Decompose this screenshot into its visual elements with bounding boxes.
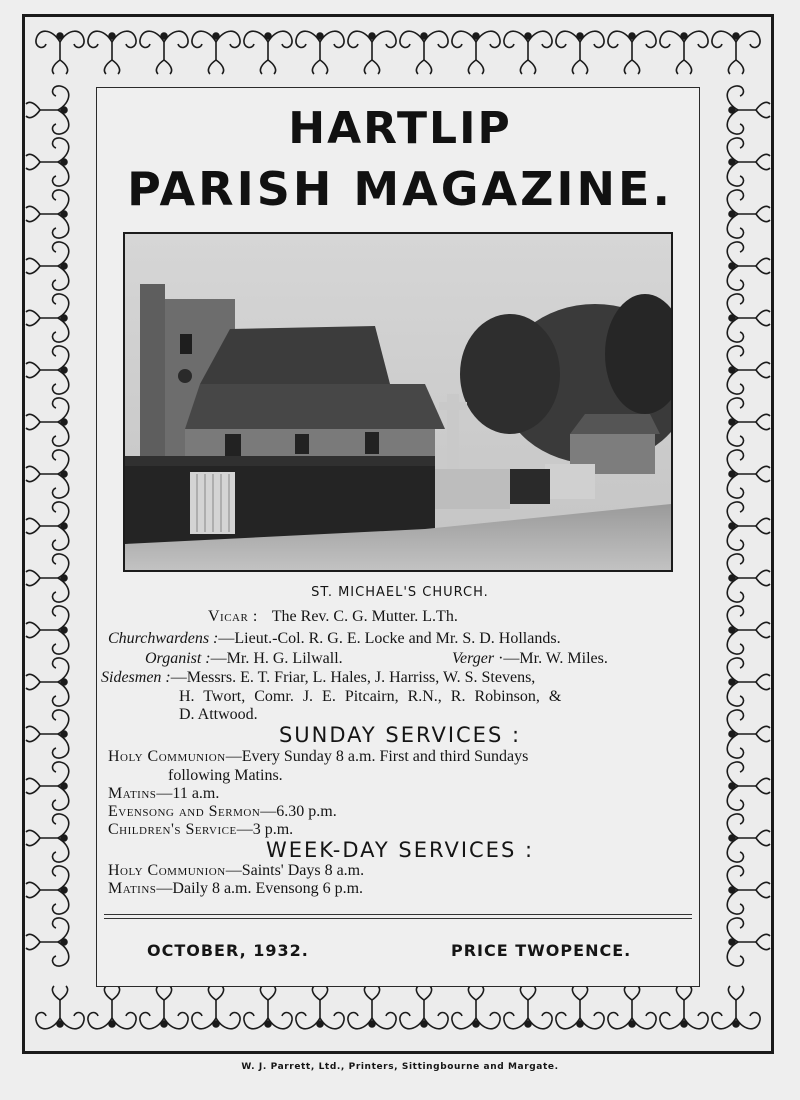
sidesmen-line1: —Messrs. E. T. Friar, L. Hales, J. Harriss, W. S. Stevens, xyxy=(170,669,536,686)
floral-motif xyxy=(504,986,552,1029)
floral-motif xyxy=(296,986,344,1029)
floral-motif xyxy=(26,450,69,498)
floral-motif xyxy=(727,450,770,498)
floral-motif xyxy=(26,242,69,290)
sunday-childrens-line xyxy=(108,821,293,839)
floral-motif xyxy=(452,986,500,1029)
floral-motif xyxy=(192,31,240,74)
church-photo xyxy=(123,232,673,572)
organist-line xyxy=(145,650,343,668)
sunday-holy-communion-cont: following Matins. xyxy=(168,767,283,784)
sunday-matins-value: —11 a.m. xyxy=(156,785,220,802)
floral-motif xyxy=(88,986,136,1029)
floral-motif xyxy=(26,658,69,706)
floral-motif xyxy=(36,986,84,1029)
floral-motif xyxy=(727,398,770,446)
floral-motif xyxy=(452,31,500,74)
sunday-evensong-line xyxy=(108,803,337,821)
churchwardens-line xyxy=(108,630,561,648)
floral-motif xyxy=(88,31,136,74)
floral-motif xyxy=(26,346,69,394)
divider-rule-2 xyxy=(104,918,692,919)
sunday-evensong-label: Evensong and Sermon xyxy=(108,803,261,820)
weekday-services-heading: WEEK-DAY SERVICES : xyxy=(265,838,535,862)
floral-motif xyxy=(26,866,69,914)
price: PRICE TWOPENCE. xyxy=(451,941,632,960)
floral-motif xyxy=(140,31,188,74)
weekday-matins-line xyxy=(108,880,363,898)
floral-motif xyxy=(727,502,770,550)
weekday-holy-communion-value: —Saints' Days 8 a.m. xyxy=(225,862,365,879)
floral-motif xyxy=(26,606,69,654)
floral-motif xyxy=(727,346,770,394)
floral-motif xyxy=(244,31,292,74)
floral-motif xyxy=(727,242,770,290)
weekday-matins-value: —Daily 8 a.m. Evensong 6 p.m. xyxy=(156,880,364,897)
churchwardens-value: —Lieut.-Col. R. G. E. Locke and Mr. S. D. Hollands. xyxy=(218,630,561,647)
floral-motif xyxy=(26,918,69,966)
sunday-holy-communion-line xyxy=(108,748,528,766)
weekday-holy-communion-line xyxy=(108,862,364,880)
floral-motif xyxy=(192,986,240,1029)
floral-motif xyxy=(556,986,604,1029)
floral-motif xyxy=(660,31,708,74)
floral-motif xyxy=(26,294,69,342)
vicar-value: The Rev. C. G. Mutter. L.Th. xyxy=(271,608,458,625)
floral-motif xyxy=(727,918,770,966)
floral-motif xyxy=(26,762,69,810)
verger-label: Verger xyxy=(452,650,495,667)
sunday-holy-communion-value: —Every Sunday 8 a.m. First and third Sundays xyxy=(225,748,529,765)
floral-motif xyxy=(556,31,604,74)
sidesmen-line3: D. Attwood. xyxy=(179,706,258,723)
weekday-holy-communion-label: Holy Communion xyxy=(108,862,226,879)
floral-motif xyxy=(140,986,188,1029)
sunday-childrens-value: —3 p.m. xyxy=(236,821,294,838)
floral-motif xyxy=(727,658,770,706)
floral-motif xyxy=(296,31,344,74)
floral-motif xyxy=(348,986,396,1029)
sunday-childrens-label: Children's Service xyxy=(108,821,237,838)
printer-imprint: W. J. Parrett, Ltd., Printers, Sittingbourne and Margate. xyxy=(241,1062,559,1072)
floral-motif xyxy=(400,31,448,74)
verger-value: ·—Mr. W. Miles. xyxy=(498,650,608,667)
issue-date: OCTOBER, 1932. xyxy=(147,941,309,960)
vicar-line xyxy=(208,608,458,626)
sunday-matins-label: Matins xyxy=(108,785,157,802)
floral-motif xyxy=(608,31,656,74)
magazine-title-line2: PARISH MAGAZINE. xyxy=(127,162,673,216)
weekday-matins-label: Matins xyxy=(108,880,157,897)
floral-motif xyxy=(727,294,770,342)
divider-rule xyxy=(104,914,692,915)
floral-motif xyxy=(727,606,770,654)
floral-motif xyxy=(608,986,656,1029)
floral-motif xyxy=(504,31,552,74)
sunday-matins-line xyxy=(108,785,219,803)
vicar-label: Vicar : xyxy=(208,608,258,625)
photo-caption: ST. MICHAEL'S CHURCH. xyxy=(311,585,489,600)
floral-motif xyxy=(712,31,760,74)
floral-motif xyxy=(26,398,69,446)
floral-motif xyxy=(660,986,708,1029)
sidesmen-line xyxy=(101,669,535,687)
floral-motif xyxy=(400,986,448,1029)
floral-motif xyxy=(727,866,770,914)
sidesmen-line2: H. Twort, Comr. J. E. Pitcairn, R.N., R. Robinson, & xyxy=(179,688,562,705)
sunday-evensong-value: —6.30 p.m. xyxy=(260,803,337,820)
sidesmen-label: Sidesmen : xyxy=(101,669,171,686)
floral-motif xyxy=(244,986,292,1029)
churchwardens-label: Churchwardens : xyxy=(108,630,219,647)
organist-value: —Mr. H. G. Lilwall. xyxy=(210,650,343,667)
magazine-title-line1: HARTLIP xyxy=(288,103,512,154)
sunday-services-heading: SUNDAY SERVICES : xyxy=(278,723,522,747)
floral-motif xyxy=(712,986,760,1029)
floral-motif xyxy=(727,762,770,810)
verger-line xyxy=(452,650,608,668)
sunday-holy-communion-label: Holy Communion xyxy=(108,748,226,765)
floral-motif xyxy=(26,502,69,550)
floral-motif xyxy=(36,31,84,74)
floral-motif xyxy=(348,31,396,74)
organist-label: Organist : xyxy=(145,650,211,667)
